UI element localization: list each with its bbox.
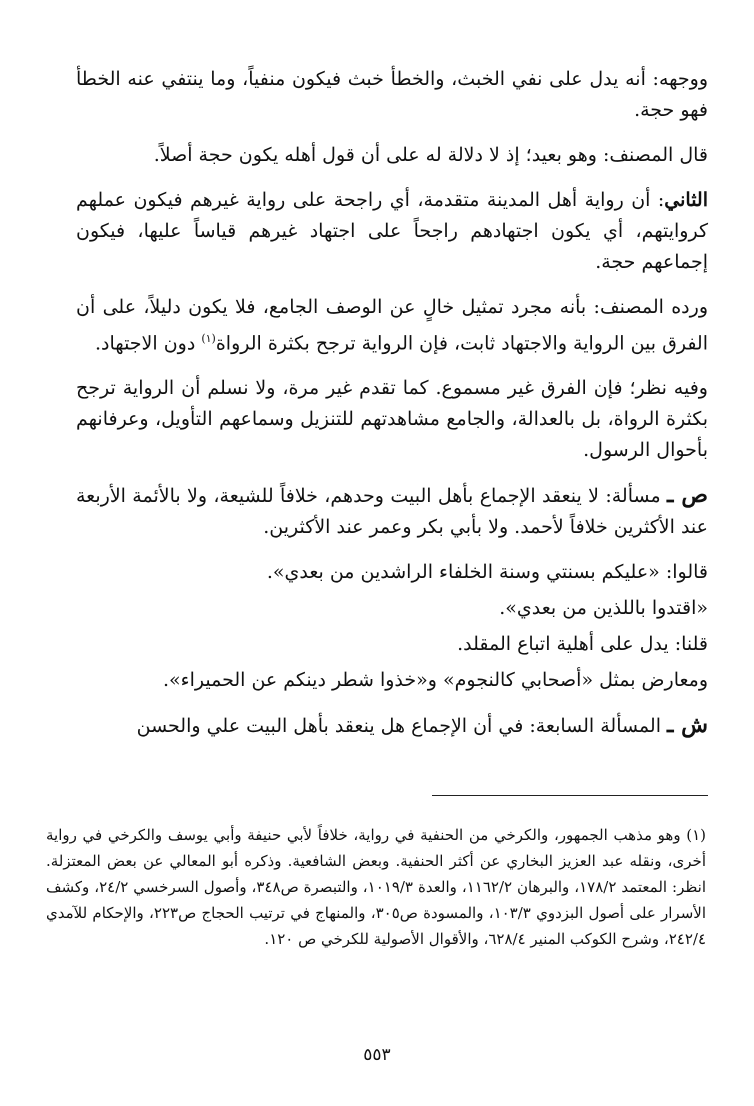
section-marker-sad: ص ـ xyxy=(666,482,708,509)
paragraph-1: ووجهه: أنه يدل على نفي الخبث، والخطأ خبث فيكون منفياً، وما ينتفي عنه الخطأ فهو حجة. xyxy=(76,68,708,121)
paragraph-3 xyxy=(76,185,708,278)
footnote-divider xyxy=(432,795,708,796)
main-text xyxy=(76,64,708,756)
footnote-reference: (١) xyxy=(201,332,216,345)
paragraph-6 xyxy=(76,480,708,543)
footnote: (١) وهو مذهب الجمهور، والكرخي من الحنفية في رواية، خلافاً لأبي حنيفة وأبي يوسف والكرخي في رواية أخرى، ونقله عبد العزيز البخاري عن أكثر الحنفية. وبعض الشافعية. وذكره أبو المعالي عن بعض المعتزلة. انظر: المعتمد ١٧٨/٢، والبرهان ١١٦٢/٢، والعدة ١٠١٩/٣، والتبصرة ص٣٤٨، وأصول السرخسي ٢٤/٢، وكشف الأسرار على أصول البزدوي ١٠٣/٣، والمسودة ص٣٠٥، والمنهاج في ترتيب الحجاج ص٢٢٣، والإحكام للآمدي ٢٤٢/٤، وشرح الكوكب المنير ٦٢٨/٤، والأقوال الأصولية للكرخي ص ١٢٠. xyxy=(46,826,707,948)
paragraph-10: ومعارض بمثل «أصحابي كالنجوم» و«خذوا شطر دينكم عن الحميراء». xyxy=(163,669,708,692)
paragraph-7: قالوا: «عليكم بسنتي وسنة الخلفاء الراشدين من بعدي». xyxy=(266,561,708,584)
paragraph-11-text: المسألة السابعة: في أن الإجماع هل ينعقد بأهل البيت علي والحسن xyxy=(136,715,668,738)
paragraph-4 xyxy=(76,292,708,359)
paragraph-9: قلنا: يدل على أهلية اتباع المقلد. xyxy=(457,633,708,656)
paragraph-6-text: مسألة: لا ينعقد الإجماع بأهل البيت وحدهم، خلافاً للشيعة، ولا بالأئمة الأربعة عند الأكثرين خلافاً لأحمد. ولا بأبي بكر وعمر عند الأكثرين. xyxy=(76,485,708,539)
section-marker-shin: ش ـ xyxy=(667,712,708,739)
paragraph-2: قال المصنف: وهو بعيد؛ إذ لا دلالة له على أن قول أهله يكون حجة أصلاً. xyxy=(153,144,708,166)
paragraph-5: وفيه نظر؛ فإن الفرق غير مسموع. كما تقدم غير مرة، ولا نسلم أن الرواية ترجح بكثرة الرواة، بل بالعدالة، والجامع مشاهدتهم للتنزيل وسماعهم التأويل، وعرفانهم بأحوال الرسول. xyxy=(76,377,708,462)
paragraph-4-text-a: ورده المصنف: بأنه مجرد تمثيل خالٍ عن الوصف الجامع، فلا يكون دليلاً، على أن الفرق بين الرواية والاجتهاد ثابت، فإن الرواية ترجح بكثرة الرواة xyxy=(76,296,708,355)
paragraph-3-lead: الثاني xyxy=(664,189,708,211)
paragraph-8: «اقتدوا باللذين من بعدي». xyxy=(499,597,708,620)
paragraph-11 xyxy=(76,710,708,742)
paragraph-3-text: : أن رواية أهل المدينة متقدمة، أي راجحة على رواية غيرهم فيكون عملهم كروايتهم، أي يكون اجتهادهم راجحاً على اجتهاد غيرهم قياساً عليها، فيكون إجماعهم حجة. xyxy=(76,189,708,273)
page-number: ٥٥٣ xyxy=(363,1045,391,1065)
paragraph-4-text-b: دون الاجتهاد. xyxy=(95,332,202,355)
